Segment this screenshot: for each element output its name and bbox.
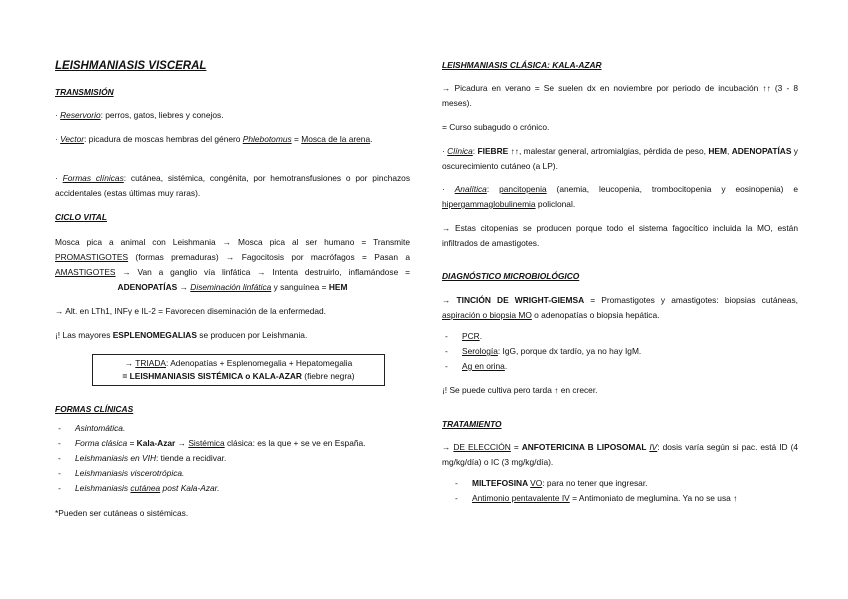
ag-orina: Ag en orina [462,361,505,371]
esplenomegalias: ESPLENOMEGALIAS [112,330,197,340]
clinica-d: y oscurecimiento cutáneo (a LP). [442,146,798,171]
vector-text: : picadura de moscas hembras del género [84,134,243,144]
serologia-rest: : IgG, porque dx tardío, ya no hay IgM. [497,346,642,356]
list-item: - Leishmaniasis viscerotrópica. [55,466,410,481]
formas-clinicas-heading: FORMAS CLÍNICAS [55,404,134,414]
diagnostico-heading: DIAGNÓSTICO MICROBIOLÓGICO [442,271,580,281]
colon: : [486,184,500,194]
anfotericina: ANFOTERICINA B LIPOSOMAL [521,442,650,452]
end: . [479,331,483,341]
forma-clasica: Forma clásica [75,438,128,448]
eq: = [127,438,137,448]
formas-text: : cutánea, sistémica, congénita, por hemotransfusiones o por pinchazos accidentales (estas últimas muy raras). [55,173,411,198]
comma: , [726,146,732,156]
citopenias-paragraph: → Estas citopenias se producen porque todo el sistema fagocítico incluida la MO, están infiltrados de amastigotes. [442,223,798,248]
vector-common: Mosca de la arena [301,134,371,144]
esplenomegalia-note [55,328,410,343]
clinica-label: Clínica [447,146,473,156]
analitica-b: (anemia, leucopenia, trombocitopenia y eosinopenia) e [546,184,798,194]
ciclo-text-c: → Van a ganglio vía linfática → Intenta destruirlo, inflamándose = [115,267,410,277]
formas-note: *Pueden ser cutáneas o sistémicas. [55,508,189,518]
list-item [55,481,410,496]
vector-eq: = [291,134,302,144]
hipergamma: hipergammaglobulinemia [442,199,536,209]
eq: = [510,442,522,452]
miltefosina-rest: : para no tener que ingresar. [542,478,648,488]
adenopatias: ADENOPATÍAS [731,146,792,156]
tincion-paragraph [442,293,798,323]
vih: Leishmaniasis en VIH [75,453,156,463]
ciclo-paragraph [55,235,410,295]
list-item [442,344,798,359]
page-title: LEISHMANIASIS VISCERAL [55,60,207,72]
kala-azar-bold: = LEISHMANIASIS SISTÉMICA o KALA-AZAR [122,371,302,381]
triada-line-1: → TRIADA: Adenopatías + Esplenomegalia + Hepatomegalia [124,358,353,368]
adenopatias: ADENOPATÍAS [117,282,178,292]
clinica-b: , malestar general, artromialgias, pérdida de peso, [518,146,709,156]
formas-label: Formas clínicas [62,173,124,183]
cultivo-note: ¡! Se puede cultiva pero tarda ↑ en crecer. [442,385,598,395]
miltefosina: MILTEFOSINA [472,478,531,488]
de-eleccion: DE ELECCIÓN [453,442,511,452]
hem: HEM [328,282,348,292]
diseminacion: Diseminación linfática [190,282,272,292]
pancitopenia: pancitopenia [499,184,547,194]
formas-list [55,421,410,496]
picadura-paragraph: → Picadura en verano = Se suelen dx en noviembre por periodo de incubación ↑↑ (3 - 8 meses). [442,83,798,108]
vector-genus: Phlebotomus [242,134,292,144]
formas-transmision-paragraph: · Formas clínicas: cutánea, sistémica, congénita, por hemotransfusiones o por pinchazos accidentales (estas últimas muy raras). [55,173,411,198]
aspiracion: aspiración o biopsia MO [442,310,532,320]
antimonio-rest: = Antimoniato de meglumina. Ya no se usa ↑ [569,493,738,503]
transmision-heading: TRANSMISIÓN [55,87,114,97]
sistemica: Sistémica [188,438,225,448]
arrow: → [442,295,457,305]
list-item [442,329,798,344]
list-item [55,436,410,451]
reservorio-text: : perros, gatos, liebres y conejos. [100,110,224,120]
curso-line: = Curso subagudo o crónico. [442,122,550,132]
eleccion-rest: : dosis varía según si pac. está ID (4 mg/kg/día) o IC (3 mg/kg/día). [442,442,799,467]
vih-rest: : tiende a recidivar. [156,453,227,463]
ciclo-text-e: y sanguínea = [271,282,329,292]
analitica-c: policlonal. [535,199,576,209]
tincion-e: o adenopatías o biopsia hepática. [531,310,660,320]
amastigotes: AMASTIGOTES [55,267,116,277]
note-a: ¡! Las mayores [55,330,113,340]
promastigotes: PROMASTIGOTES [55,252,129,262]
serologia: Serología [462,346,498,356]
cut-a: Leishmaniasis [75,483,131,493]
triada-rest: : Adenopatías + Esplenomegalia + Hepatomegalia [166,358,353,368]
vo: VO [530,478,543,488]
tratamiento-list [452,476,798,506]
clasica-rest: clásica: es la que + se ve en España. [224,438,366,448]
vector-end: . [370,134,373,144]
iv: IV [649,442,658,452]
triada-box [92,354,385,386]
fiebre: FIEBRE ↑↑ [477,146,519,156]
arrow: → [175,438,189,448]
reservorio-line: · Reservorio: perros, gatos, liebres y conejos. [55,110,224,120]
pcr: PCR [462,331,480,341]
triada-line-2 [97,370,380,383]
cutanea: cutánea [130,483,161,493]
note-c: se producen por Leishmania. [196,330,308,340]
alt-th1-line: → Alt. en LTh1, INFγ e IL-2 = Favorecen diseminación de la enfermedad. [55,306,327,316]
list-item: - Asintomática. [55,421,410,436]
diag-list [442,329,798,374]
ciclo-heading: CICLO VITAL [55,212,107,222]
vector-paragraph: · Vector: picadura de moscas hembras del género Phlebotomus = Mosca de la arena. [55,134,373,144]
reservorio-label: Reservorio [60,110,101,120]
tincion: TINCIÓN DE WRIGHT-GIEMSA [456,295,585,305]
list-item [452,491,798,506]
tratamiento-heading: TRATAMIENTO [442,419,502,429]
antimonio: Antimonio pentavalente IV [472,493,570,503]
eleccion-paragraph [442,440,798,470]
ciclo-text-d: → [177,282,191,292]
triada-label: TRIADA [135,358,167,368]
clinica-paragraph: · Clínica: FIEBRE ↑↑, malestar general, artromialgias, pérdida de peso, HEM, ADENOPATÍAS y oscurecimiento cutáneo (a LP). [442,146,798,171]
end: . [504,361,508,371]
ciclo-text-b: (formas premaduras) → Fagocitosis por macrófagos = Pasan a [128,252,410,262]
colon: : [472,146,478,156]
clasica-heading: LEISHMANIASIS CLÁSICA: KALA-AZAR [442,60,602,70]
tincion-c: = Promastigotes y amastigotes: biopsias cutáneas, [584,295,798,305]
hem: HEM [708,146,727,156]
arrow: → [442,442,454,452]
vector-label: Vector [60,134,85,144]
cut-c: post Kala-Azar. [160,483,220,493]
fiebre-negra: (fiebre negra) [301,371,355,381]
analitica-label: Analítica [454,184,487,194]
list-item [55,451,410,466]
list-item [452,476,798,491]
list-item [442,359,798,374]
ciclo-text-a: Mosca pica a animal con Leishmania → Mosca pica al ser humano = Transmite [55,237,410,247]
analitica-paragraph: · Analítica: pancitopenia (anemia, leucopenia, trombocitopenia y eosinopenia) e hipergammaglobulinemia policlonal. [442,184,798,209]
kala-azar: Kala-Azar [136,438,176,448]
